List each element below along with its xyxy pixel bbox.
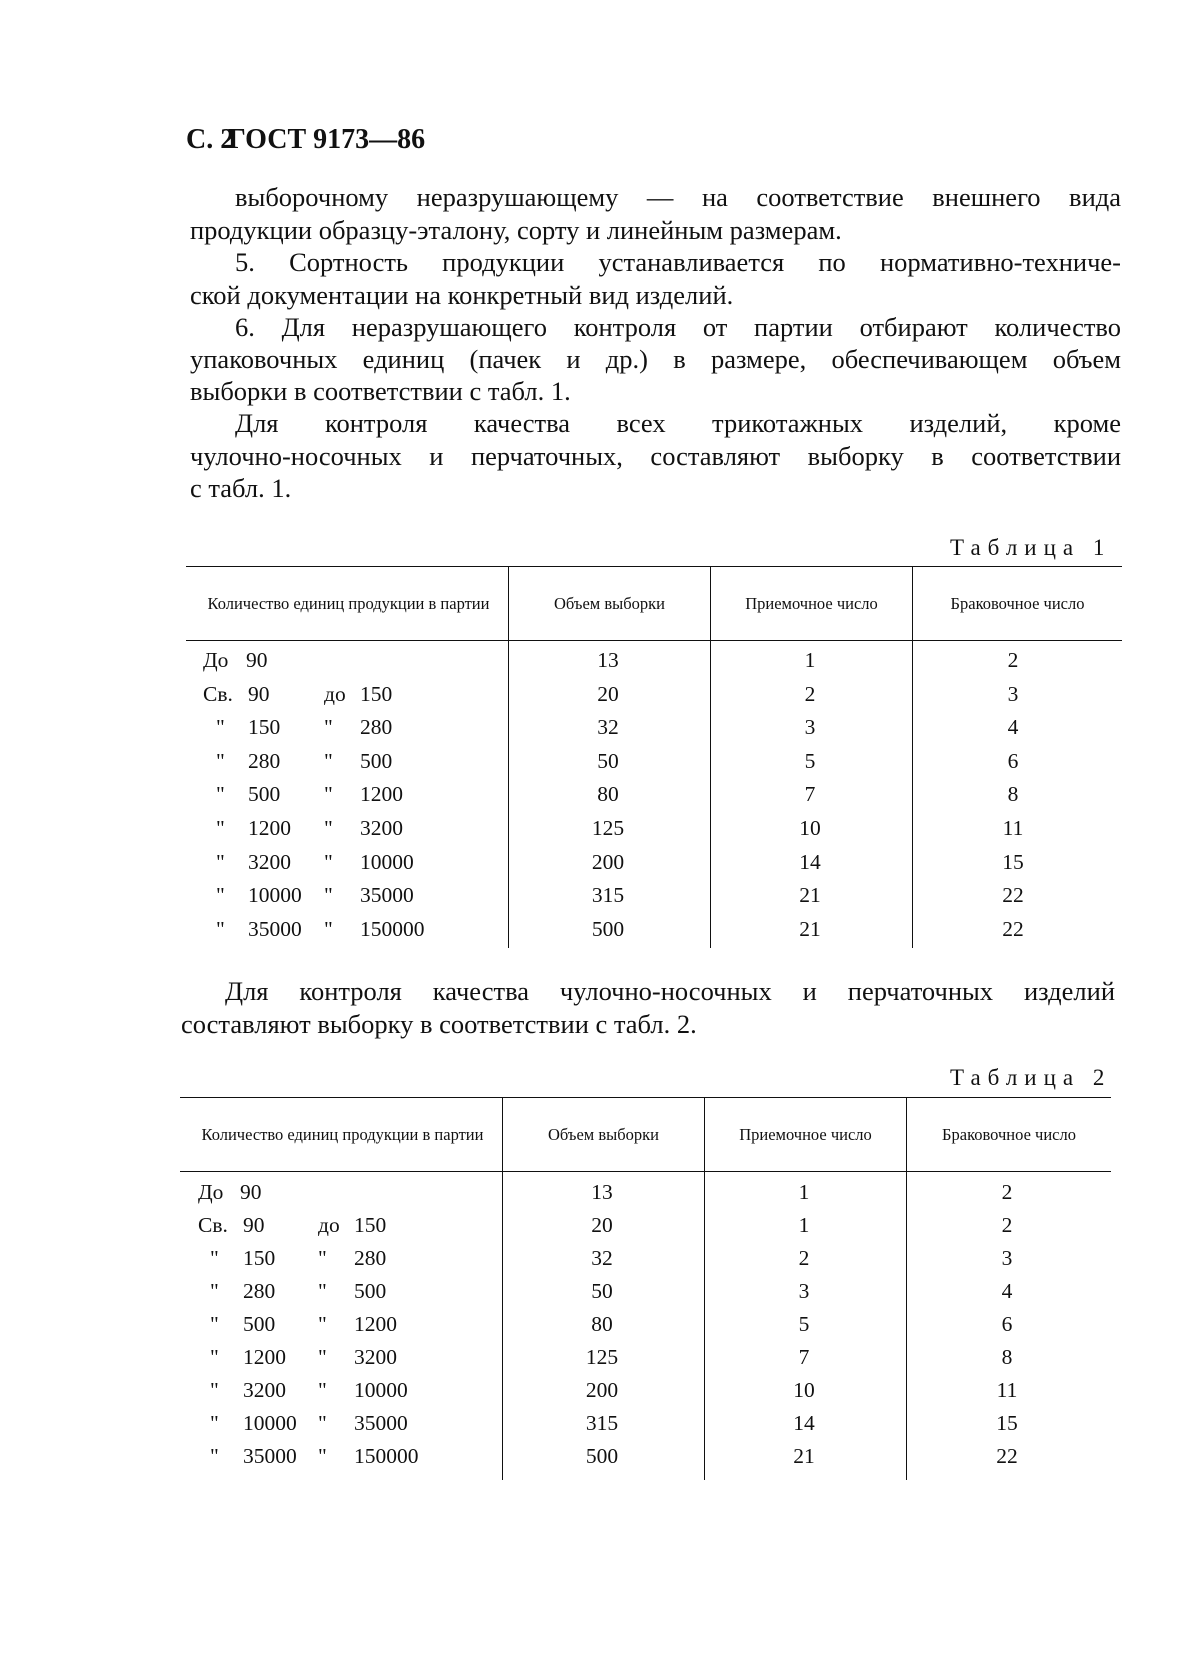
paragraph-line: Для контроля качества всех трикотажных изделий, кроме (235, 408, 1121, 438)
range-to-prefix: до (324, 681, 346, 706)
range-to: 150000 (354, 1444, 419, 1468)
rejection-number: 22 (1002, 883, 1024, 908)
range-prefix: До (198, 1180, 224, 1204)
range-prefix: " (216, 916, 225, 941)
range-from: 90 (246, 648, 268, 672)
range-to: 3200 (360, 816, 403, 840)
range-from: 280 (248, 748, 281, 773)
range-to-prefix: " (324, 883, 333, 908)
rejection-number: 4 (1001, 1279, 1013, 1303)
sample-size: 125 (591, 816, 625, 840)
range-from: 3200 (248, 849, 291, 874)
range-to-prefix: " (318, 1345, 327, 1369)
range-from: 150 (243, 1246, 276, 1270)
column-header: Количество единиц продукции в партии (201, 1125, 484, 1144)
range-to: 280 (360, 715, 393, 740)
range-prefix: " (210, 1378, 219, 1402)
sample-size: 50 (591, 1279, 613, 1303)
paragraph-line: продукции образцу-эталону, сорту и линейным размерам. (190, 215, 842, 245)
sample-size: 80 (597, 782, 619, 807)
range-prefix: " (216, 748, 225, 773)
range-prefix: " (216, 816, 225, 840)
column-header: Объем выборки (554, 594, 665, 613)
sample-size: 200 (591, 849, 625, 874)
sample-size: 50 (597, 748, 619, 773)
page-label: С. 2 (186, 124, 235, 155)
table-header-rule (180, 1171, 1111, 1172)
range-to-prefix: " (324, 849, 333, 874)
sample-size: 13 (597, 648, 619, 672)
acceptance-number: 21 (793, 1444, 815, 1468)
range-to-prefix: " (324, 748, 333, 773)
range-from: 280 (243, 1279, 276, 1303)
acceptance-number: 3 (798, 1279, 810, 1303)
acceptance-number: 5 (804, 748, 816, 773)
range-to-prefix: " (324, 782, 333, 807)
range-to: 150000 (360, 916, 425, 941)
rejection-number: 15 (1002, 849, 1024, 874)
rejection-number: 22 (1002, 916, 1024, 941)
paragraph-line: выборочному неразрушающему — на соответствие внешнего вида (235, 182, 1121, 212)
range-to-prefix: " (318, 1279, 327, 1303)
paragraph-line: 6. Для неразрушающего контроля от партии отбирают количество (235, 312, 1121, 342)
range-to: 35000 (354, 1411, 408, 1435)
acceptance-number: 10 (799, 816, 821, 840)
range-from: 90 (243, 1213, 265, 1237)
range-from: 1200 (248, 816, 291, 840)
acceptance-number: 2 (798, 1246, 810, 1270)
column-header: Приемочное число (745, 594, 878, 613)
range-from: 150 (248, 715, 281, 740)
range-to: 3200 (354, 1345, 397, 1369)
rejection-number: 8 (1001, 1345, 1013, 1369)
table-top-rule (186, 566, 1122, 567)
acceptance-number: 14 (799, 849, 821, 874)
rejection-number: 2 (1007, 648, 1019, 672)
range-to: 1200 (354, 1312, 397, 1336)
range-to-prefix: " (318, 1411, 327, 1435)
range-to: 35000 (360, 883, 414, 908)
range-prefix: " (210, 1444, 219, 1468)
standard-number: ГОСТ 9173—86 (228, 124, 426, 155)
range-to: 500 (354, 1279, 387, 1303)
paragraph-line: выборки в соответствии с табл. 1. (190, 376, 571, 406)
range-to: 10000 (354, 1378, 408, 1402)
paragraph-line: чулочно-носочных и перчаточных, составляют выборку в соответствии (190, 441, 1121, 471)
range-to-prefix: " (318, 1444, 327, 1468)
range-prefix: До (203, 648, 229, 672)
range-to-prefix: " (324, 916, 333, 941)
range-prefix: Св. (198, 1213, 228, 1237)
acceptance-number: 21 (799, 883, 821, 908)
acceptance-number: 1 (798, 1213, 810, 1237)
paragraph-line: Для контроля качества чулочно-носочных и перчаточных изделий (225, 976, 1115, 1006)
range-to: 150 (354, 1213, 387, 1237)
range-to: 10000 (360, 849, 414, 874)
range-prefix: " (210, 1345, 219, 1369)
paragraph-line: ской документации на конкретный вид изделий. (190, 280, 734, 310)
range-prefix: " (216, 782, 225, 807)
range-from: 35000 (243, 1444, 297, 1468)
table-caption: Таблица 1 (950, 535, 1112, 560)
range-prefix: " (210, 1246, 219, 1270)
rejection-number: 3 (1007, 681, 1019, 706)
sample-size: 32 (597, 715, 619, 740)
range-from: 90 (248, 681, 270, 706)
paragraph-line: 5. Сортность продукции устанавливается по нормативно-техниче- (235, 247, 1121, 277)
rejection-number: 6 (1001, 1312, 1013, 1336)
range-to-prefix: " (324, 715, 333, 740)
sample-size: 315 (591, 883, 625, 908)
sample-size: 20 (591, 1213, 613, 1237)
acceptance-number: 10 (793, 1378, 815, 1402)
sample-size: 20 (597, 681, 619, 706)
rejection-number: 22 (996, 1444, 1018, 1468)
paragraph-line: с табл. 1. (190, 473, 292, 503)
rejection-number: 8 (1007, 782, 1019, 807)
range-from: 3200 (243, 1378, 286, 1402)
range-from: 35000 (248, 916, 302, 941)
acceptance-number: 7 (798, 1345, 810, 1369)
sample-size: 32 (591, 1246, 613, 1270)
acceptance-number: 7 (804, 782, 816, 807)
rejection-number: 6 (1007, 748, 1019, 773)
column-header: Браковочное число (942, 1125, 1076, 1144)
table-caption: Таблица 2 (950, 1065, 1112, 1090)
paragraph-line: упаковочных единиц (пачек и др.) в размере, обеспечивающем объем (190, 344, 1121, 374)
rejection-number: 15 (996, 1411, 1018, 1435)
sample-size: 13 (591, 1180, 613, 1204)
acceptance-number: 5 (798, 1312, 810, 1336)
sample-size: 500 (585, 1444, 619, 1468)
range-prefix: " (216, 715, 225, 740)
range-prefix: Св. (203, 681, 233, 706)
range-to-prefix: " (318, 1246, 327, 1270)
table-header-rule (186, 640, 1122, 641)
range-from: 500 (243, 1312, 276, 1336)
column-header: Объем выборки (548, 1125, 659, 1144)
sample-size: 125 (585, 1345, 619, 1369)
column-header: Количество единиц продукции в партии (207, 594, 490, 613)
range-to-prefix: до (318, 1213, 340, 1237)
range-prefix: " (216, 849, 225, 874)
range-to: 280 (354, 1246, 387, 1270)
rejection-number: 11 (1002, 816, 1024, 840)
range-from: 90 (240, 1180, 262, 1204)
paragraph-line: составляют выборку в соответствии с табл. 2. (181, 1009, 697, 1039)
range-from: 1200 (243, 1345, 286, 1369)
rejection-number: 2 (1001, 1180, 1013, 1204)
range-prefix: " (216, 883, 225, 908)
acceptance-number: 14 (793, 1411, 815, 1435)
range-to: 150 (360, 681, 393, 706)
table-top-rule (180, 1097, 1111, 1098)
range-prefix: " (210, 1279, 219, 1303)
acceptance-number: 21 (799, 916, 821, 941)
rejection-number: 11 (996, 1378, 1018, 1402)
range-to: 500 (360, 748, 393, 773)
sample-size: 500 (591, 916, 625, 941)
range-to-prefix: " (318, 1378, 327, 1402)
range-from: 10000 (248, 883, 302, 908)
range-prefix: " (210, 1312, 219, 1336)
rejection-number: 2 (1001, 1213, 1013, 1237)
acceptance-number: 3 (804, 715, 816, 740)
sample-size: 80 (591, 1312, 613, 1336)
range-to-prefix: " (318, 1312, 327, 1336)
column-header: Приемочное число (739, 1125, 872, 1144)
rejection-number: 4 (1007, 715, 1019, 740)
range-to-prefix: " (324, 816, 333, 840)
acceptance-number: 2 (804, 681, 816, 706)
rejection-number: 3 (1001, 1246, 1013, 1270)
column-header: Браковочное число (950, 594, 1085, 613)
range-prefix: " (210, 1411, 219, 1435)
range-to: 1200 (360, 782, 403, 807)
acceptance-number: 1 (798, 1180, 810, 1204)
sample-size: 315 (585, 1411, 619, 1435)
sample-size: 200 (585, 1378, 619, 1402)
range-from: 10000 (243, 1411, 297, 1435)
acceptance-number: 1 (804, 648, 816, 672)
range-from: 500 (248, 782, 281, 807)
